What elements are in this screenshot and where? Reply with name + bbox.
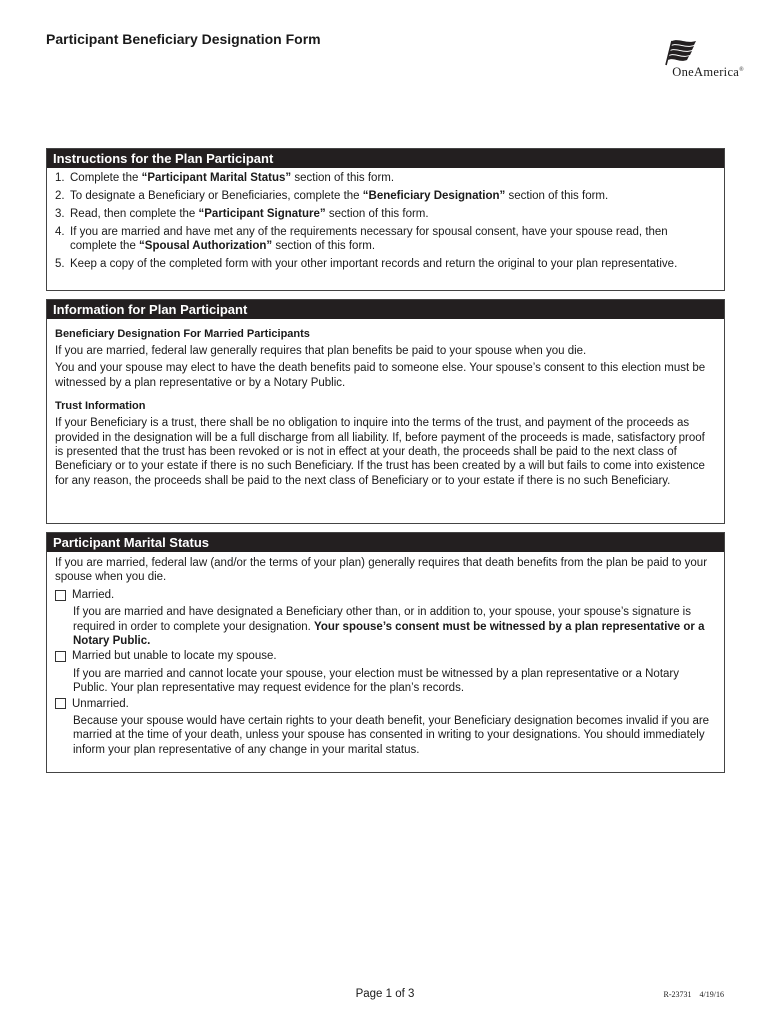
instructions-list: [55, 171, 716, 272]
marital-status-header: Participant Marital Status: [47, 533, 724, 552]
logo-wordmark: OneAmerica®: [672, 65, 744, 79]
marital-option-unmarried: [55, 697, 716, 711]
married-description: If you are married and have designated a Beneficiary other than, or in addition to, your spouse, your spouse’s signature is required in order to complete your designation. Your spouse’s consent must be witnessed by a plan representative or a Notary Public.: [73, 606, 705, 648]
unmarried-description: Because your spouse would have certain rights to your death benefit, your Beneficiary designation becomes invalid if you are married at the time of your death, unless your spouse has consented in writing to your designations. You should immediately inform your plan representative of any change in your marital status.: [73, 715, 710, 756]
information-section: [46, 299, 725, 524]
unable-to-locate-description: If you are married and cannot locate your spouse, your election must be witnessed by a plan representative or a Notary Public. Your plan representative may request evidence for the plan’s records.: [73, 667, 679, 695]
marital-status-section: [46, 532, 725, 773]
unable-to-locate-label: Married but unable to locate my spouse.: [72, 650, 277, 663]
list-item: 1. Complete the “Participant Marital Status” section of this form.: [55, 172, 395, 184]
instructions-section: [46, 148, 725, 291]
list-item: 3. Read, then complete the “Participant Signature” section of this form.: [55, 208, 429, 220]
list-item: 5. Keep a copy of the completed form with your other important records and return the original to your plan representative.: [55, 258, 678, 271]
married-participants-heading: Beneficiary Designation For Married Participants: [55, 328, 310, 340]
form-code: R-23731 4/19/16: [663, 990, 724, 999]
unable-to-locate-checkbox[interactable]: [55, 651, 66, 662]
marital-option-unable-to-locate: [55, 649, 716, 663]
form-title: Participant Beneficiary Designation Form: [46, 31, 321, 47]
trust-paragraph: If your Beneficiary is a trust, there shall be no obligation to inquire into the terms of the trust, and payment of the proceeds as provided in the designation will be a full discharge from all liability. If, before payment of the proceeds is made, satisfactory proof is presented that the trust has been revoked or is not in effect at your death, the proceeds shall be paid to the next class of Beneficiary or to your estate if there is no such Beneficiary. If the trust has been created by a will but fails to come into existence for any reason, the proceeds shall be paid to the next class of Beneficiary or to your estate if there is no such Beneficiary.: [55, 417, 705, 487]
married-paragraph-1: If you are married, federal law generally requires that plan benefits be paid to your spouse when you die.: [55, 345, 587, 357]
page-number: Page 1 of 3: [355, 988, 415, 1000]
oneamerica-logo: [614, 38, 744, 82]
list-item: 4. If you are married and have met any of the requirements necessary for spousal consent, have your spouse read, then complete the “Spousal Authorization” section of this form.: [55, 226, 668, 253]
trust-heading: Trust Information: [55, 400, 146, 413]
marital-option-married: [55, 588, 716, 602]
unmarried-label: Unmarried.: [72, 697, 129, 710]
information-header: Information for Plan Participant: [47, 300, 724, 319]
marital-intro: If you are married, federal law (and/or the terms of your plan) generally requires that death benefits from the plan be paid to your spouse when you die.: [55, 557, 708, 584]
unmarried-checkbox[interactable]: [55, 698, 66, 709]
married-label: Married.: [72, 588, 115, 601]
married-paragraph-2: You and your spouse may elect to have the death benefits paid to someone else. Your spouse’s consent to this election must be witnessed by a plan representative or by a Notary Public.: [55, 362, 706, 389]
married-checkbox[interactable]: [55, 590, 66, 601]
flag-icon: [662, 38, 700, 66]
instructions-header: Instructions for the Plan Participant: [47, 149, 724, 168]
list-item: 2. To designate a Beneficiary or Beneficiaries, complete the “Beneficiary Designation” section of this form.: [55, 190, 609, 202]
